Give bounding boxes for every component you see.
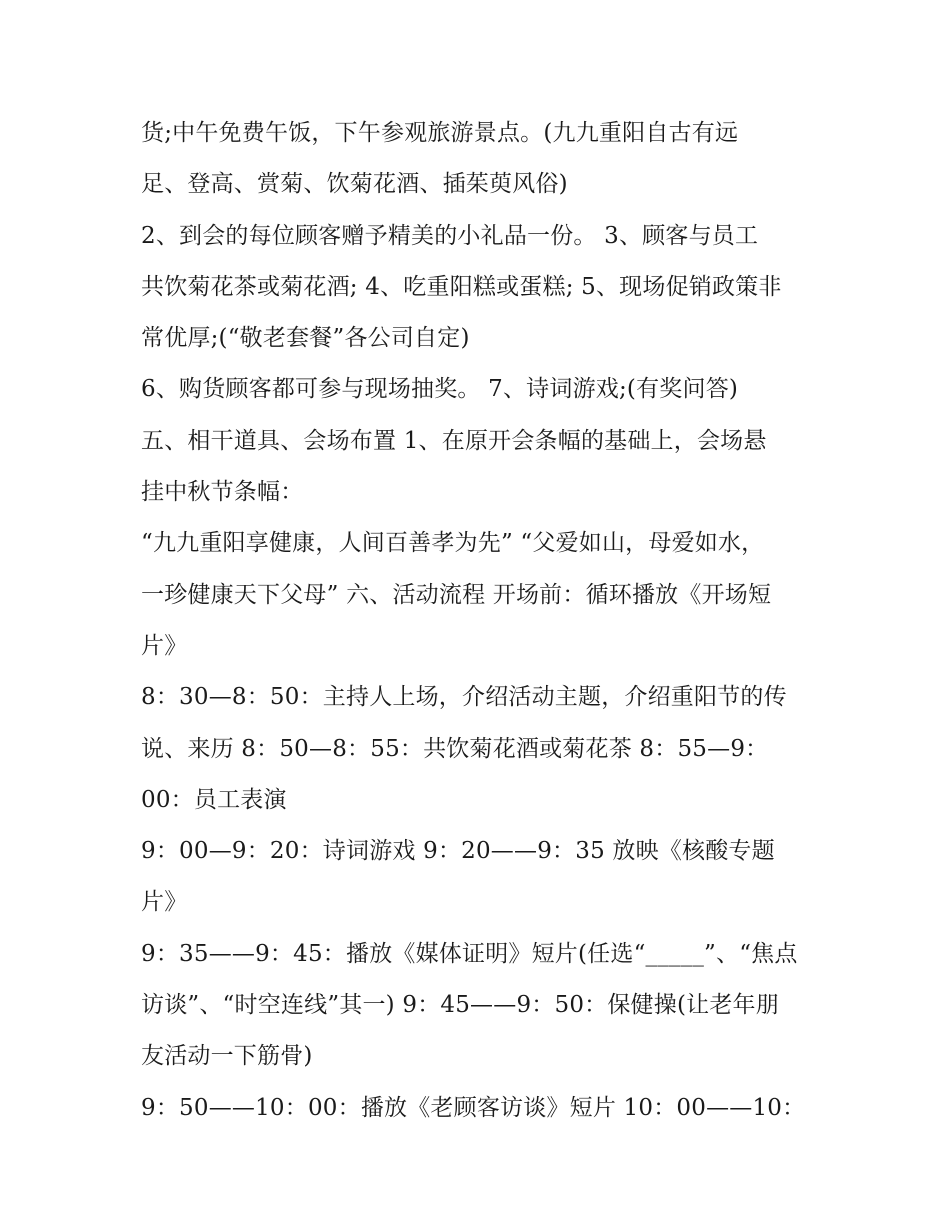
text-line: 货;中午免费午饭，下午参观旅游景点。(九九重阳自古有远 — [141, 120, 739, 146]
text-line: 共饮菊花茶或菊花酒; 4、吃重阳糕或蛋糕; 5、现场促销政策非 — [141, 273, 782, 300]
text-line: 片》 — [141, 889, 188, 916]
text-line: 常优厚;(“敬老套餐”各公司自定) — [141, 325, 470, 352]
text-line: 6、购货顾客都可参与现场抽奖。 7、诗词游戏;(有奖问答) — [141, 376, 739, 403]
text-line: 2、到会的每位顾客赠予精美的小礼品一份。 3、顾客与员工 — [141, 222, 759, 249]
text-line: 说、来历 8：50—8：55：共饮菊花酒或菊花茶 8：55—9： — [141, 735, 769, 762]
text-line: 00：员工表演 — [141, 786, 287, 813]
text-line: 9：50——10：00：播放《老顾客访谈》短片 10：00——10： — [141, 1094, 806, 1121]
text-line: 挂中秋节条幅： — [141, 479, 304, 506]
document-body — [141, 108, 821, 1134]
text-line: “九九重阳享健康，人间百善孝为先” “父爱如山，母爱如水， — [141, 530, 765, 557]
text-line: 五、相干道具、会场布置 1、在原开会条幅的基础上，会场悬 — [141, 427, 767, 454]
text-line: 访谈”、“时空连线”其一) 9：45——9：50：保健操(让老年朋 — [141, 992, 779, 1019]
text-line: 片》 — [141, 632, 188, 659]
text-line: 9：35——9：45：播放《媒体证明》短片(任选“_____”、“焦点 — [141, 940, 798, 967]
text-line: 一珍健康天下父母” 六、活动流程 开场前：循环播放《开场短 — [141, 581, 772, 608]
text-line: 9：00—9：20：诗词游戏 9：20——9：35 放映《核酸专题 — [141, 838, 775, 865]
text-line: 友活动一下筋骨) — [141, 1043, 313, 1070]
text-line: 足、登高、赏菊、饮菊花酒、插茱萸风俗) — [141, 171, 568, 198]
text-line: 8：30—8：50：主持人上场，介绍活动主题，介绍重阳节的传 — [141, 684, 787, 711]
